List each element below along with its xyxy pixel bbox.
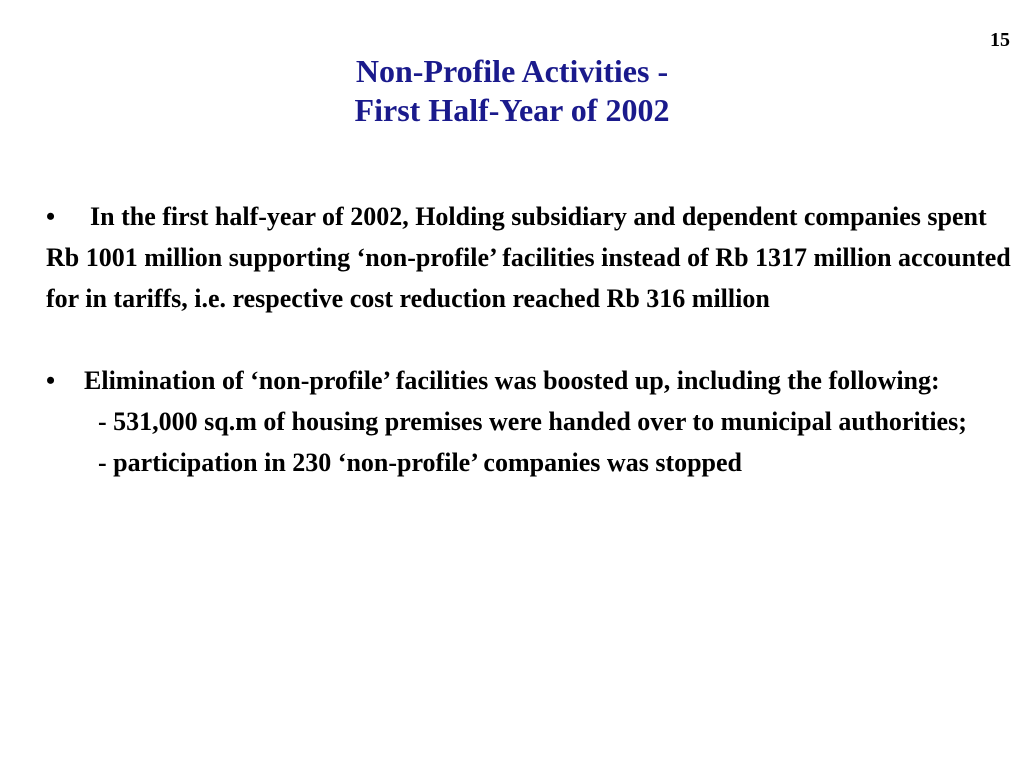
slide-title (0, 52, 1024, 130)
bullet-text-2: Elimination of ‘non-profile’ facilities was boosted up, including the following: (84, 366, 940, 395)
bullet-item-2 (46, 360, 1016, 401)
sub-item-housing: - 531,000 sq.m of housing premises were handed over to municipal authorities; (98, 407, 967, 436)
page-number: 15 (990, 29, 1010, 51)
slide-title-line-2: First Half-Year of 2002 (354, 92, 670, 128)
sub-item-participation: - participation in 230 ‘non-profile’ companies was stopped (98, 448, 743, 477)
paragraph-spacer (46, 319, 1016, 360)
bullet-item-1 (46, 196, 1016, 319)
bullet-marker: • (46, 202, 56, 231)
bullet-marker: • (46, 366, 56, 395)
slide-body (46, 196, 1016, 483)
bullet-text-1: In the first half-year of 2002, Holding subsidiary and dependent companies spent Rb 1001 million supporting ‘non-profile’ facilities instead of Rb 1317 million accounted for in tariffs, i.e. respective cost reduction reached Rb 316 million (46, 202, 1011, 313)
slide-title-line-1: Non-Profile Activities - (355, 53, 669, 89)
